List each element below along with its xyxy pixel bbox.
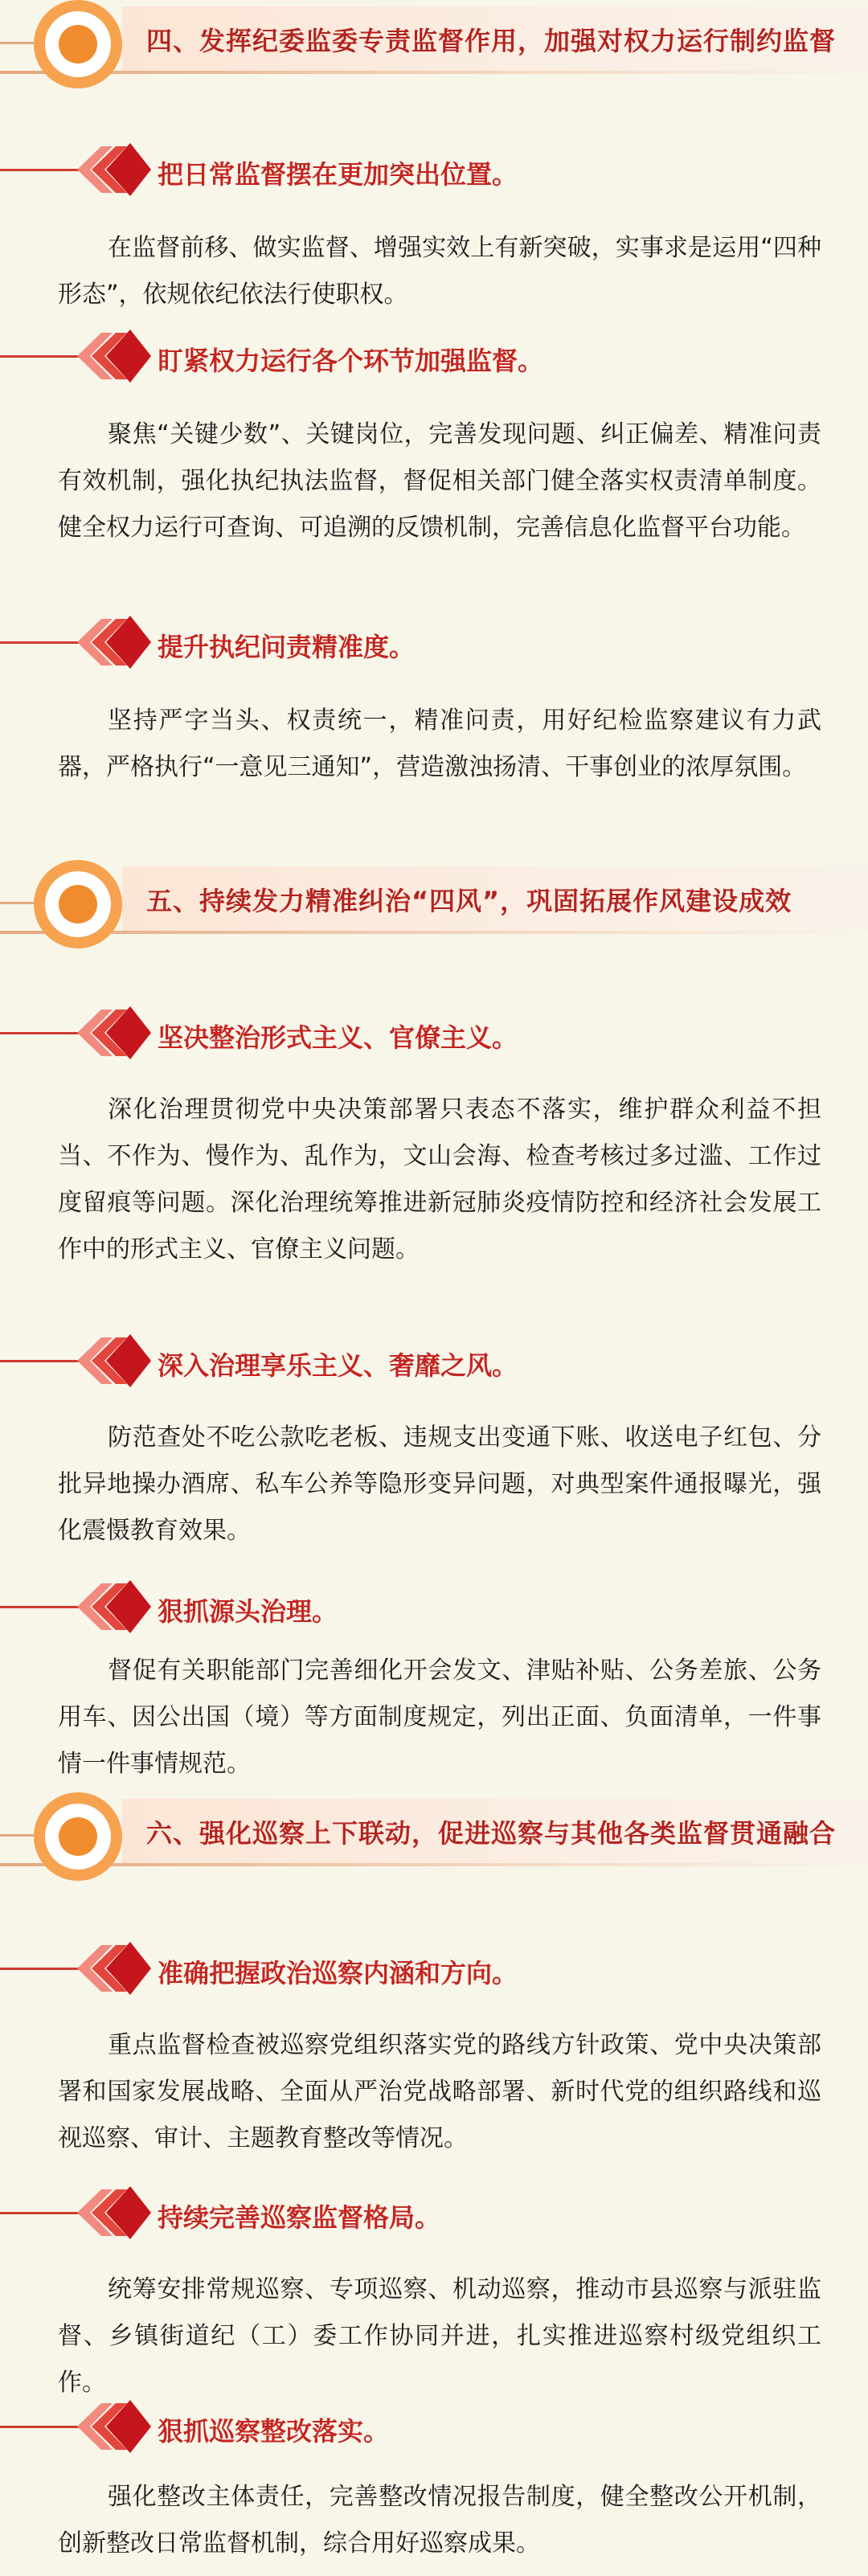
red-arrow-icon (77, 1579, 154, 1635)
section-title: 四、发挥纪委监委专责监督作用，加强对权力运行制约监督 (146, 26, 837, 56)
paragraph: 在监督前移、做实监督、增强实效上有新突破，实事求是运用“四种形态”，依规依纪依法行使职权。 (58, 234, 821, 309)
paragraph: 督促有关职能部门完善细化开会发文、津贴补贴、公务差旅、公务用车、因公出国（境）等方面制度规定，列出正面、负面清单，一件事情一件事情规范。 (58, 1657, 821, 1778)
subheading-label: 把日常监督摆在更加突出位置。 (158, 159, 518, 190)
subheading-label: 持续完善巡察监督格局。 (158, 2202, 441, 2233)
paragraph: 防范查处不吃公款吃老板、违规支出变通下账、收送电子红包、分批异地操办酒席、私车公养等隐形变异问题，对典型案件通报曝光，强化震慑教育效果。 (58, 1423, 821, 1545)
subheading-label: 盯紧权力运行各个环节加强监督。 (158, 346, 544, 376)
red-arrow-icon (77, 2185, 154, 2241)
subheading-7 (0, 1937, 868, 2001)
subheading-label: 狠抓巡察整改落实。 (158, 2416, 390, 2447)
paragraph: 强化整改主体责任，完善整改情况报告制度，健全整改公开机制，创新整改日常监督机制，综合用好巡察成果。 (58, 2483, 821, 2558)
subheading-label: 深入治理享乐主义、奢靡之风。 (158, 1350, 518, 1381)
subheading-label: 坚决整治形式主义、官僚主义。 (158, 1022, 518, 1053)
red-arrow-icon (77, 141, 154, 198)
red-arrow-icon (77, 614, 154, 670)
section-header-6 (0, 1792, 868, 1889)
red-arrow-icon (77, 2398, 154, 2455)
subheading-9 (0, 2395, 868, 2459)
subheading-label: 提升执纪问责精准度。 (158, 632, 416, 662)
subheading-6 (0, 1575, 868, 1640)
subheading-2 (0, 325, 868, 389)
red-arrow-icon (77, 1940, 154, 1997)
subheading-label: 准确把握政治巡察内涵和方向。 (158, 1958, 518, 1988)
paragraph: 统筹安排常规巡察、专项巡察、机动巡察，推动市县巡察与派驻监督、乡镇街道纪（工）委工作协同并进，扎实推进巡察村级党组织工作。 (58, 2275, 821, 2397)
section-title: 六、强化巡察上下联动，促进巡察与其他各类监督贯通融合 (146, 1818, 837, 1849)
subheading-label: 狠抓源头治理。 (158, 1596, 338, 1627)
red-arrow-icon (77, 1005, 154, 1061)
paragraph: 深化治理贯彻党中央决策部署只表态不落实，维护群众利益不担当、不作为、慢作为、乱作为，文山会海、检查考核过多过滥、工作过度留痕等问题。深化治理统筹推进新冠肺炎疫情防控和经济社会发展工作中的形式主义、官僚主义问题。 (58, 1096, 821, 1263)
paragraph: 重点监督检查被巡察党组织落实党的路线方针政策、党中央决策部署和国家发展战略、全面从严治党战略部署、新时代党的组织路线和巡视巡察、审计、主题教育整改等情况。 (58, 2031, 821, 2152)
subheading-5 (0, 1329, 868, 1394)
subheading-4 (0, 1001, 868, 1066)
section-header-4 (0, 0, 868, 96)
section-header-5 (0, 860, 868, 956)
paragraph: 坚持严字当头、权责统一，精准问责，用好纪检监察建议有力武器，严格执行“一意见三通知”，营造激浊扬清、干事创业的浓厚氛围。 (58, 706, 821, 781)
red-arrow-icon (77, 328, 154, 384)
subheading-8 (0, 2181, 868, 2246)
red-arrow-icon (77, 1333, 154, 1389)
subheading-3 (0, 611, 868, 675)
section-title: 五、持续发力精准纠治“四风”，巩固拓展作风建设成效 (146, 886, 792, 916)
paragraph: 聚焦“关键少数”、关键岗位，完善发现问题、纠正偏差、精准问责有效机制，强化执纪执法监督，督促相关部门健全落实权责清单制度。健全权力运行可查询、可追溯的反馈机制，完善信息化监督平台功能。 (58, 420, 821, 542)
subheading-1 (0, 138, 868, 203)
